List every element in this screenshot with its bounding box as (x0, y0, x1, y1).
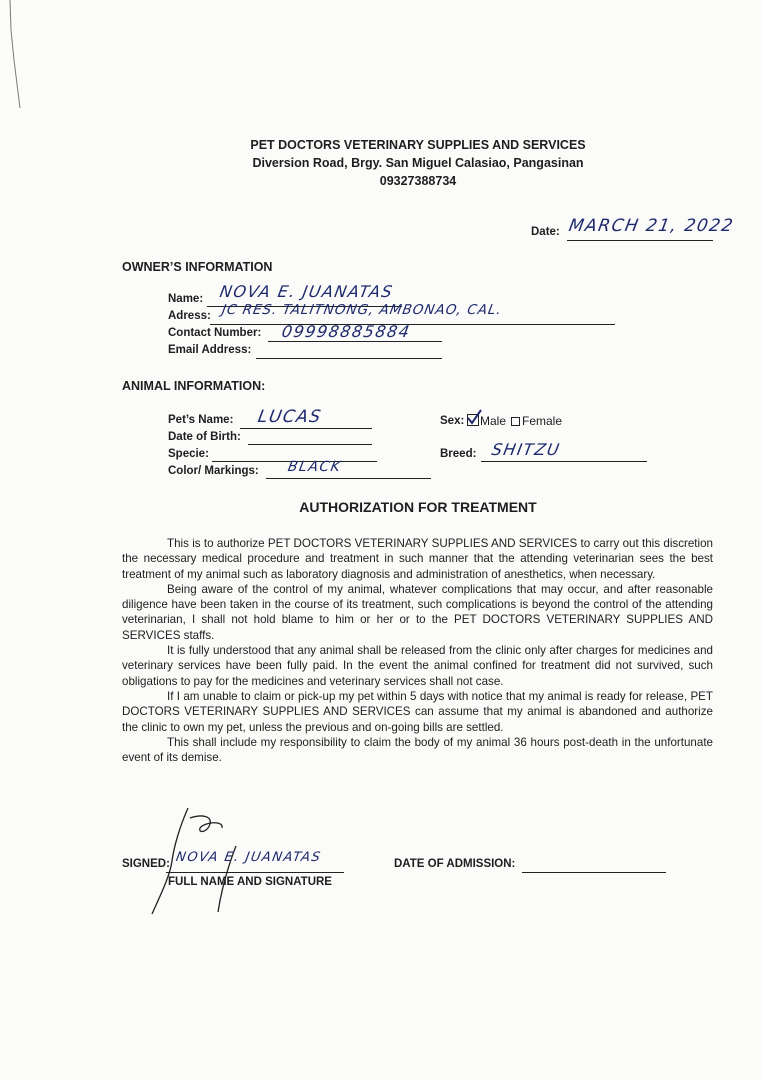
email-line (256, 358, 442, 359)
authorization-paragraph-3: It is fully understood that any animal shall be released from the clinic only after charges for medicines and veterinary services have been fully paid. In the event the animal confined for treatment did not survived, such obligations to pay for the medicines and veterinary services shall not case. (122, 644, 713, 688)
sex-female-checkbox[interactable] (511, 417, 520, 426)
sex-male-option: Male (480, 414, 507, 428)
pet-name-label: Pet’s Name: (168, 414, 234, 426)
date-line (567, 240, 713, 241)
signature-line (166, 872, 344, 873)
date-of-admission-label: DATE OF ADMISSION: (394, 858, 516, 870)
owner-address-label: Adress: (168, 310, 211, 322)
contact-number-label: Contact Number: (168, 327, 262, 339)
date-of-admission-line (522, 872, 666, 873)
sex-male-checkbox[interactable] (467, 414, 479, 426)
breed-line (481, 461, 647, 462)
dob-line (248, 444, 372, 445)
signed-label: SIGNED: (122, 858, 170, 870)
contact-number-value: 09998885884 (280, 322, 413, 341)
sex-label: Sex: (440, 415, 465, 427)
authorization-paragraph-2: Being aware of the control of my animal, whatever complications that may occur, and after reasonable diligence have been taken in the course of its treatment, such complications is beyond the control of the attending veterinarian, I shall not hold blame to him or her or to the PET DOCTORS VETERINARY SUPPLIES AND SERVICES staffs. (122, 582, 713, 642)
authorization-paragraph-1: This is to authorize PET DOCTORS VETERINARY SUPPLIES AND SERVICES to carry out this discretion the necessary medical procedure and treatment in such manner that the attending veterinarian sees the best treatment of my animal such as laboratory diagnosis and administration of anesthetics, when necessary. (122, 537, 713, 581)
signature-caption: FULL NAME AND SIGNATURE (168, 876, 332, 888)
email-label: Email Address: (168, 344, 252, 356)
dob-label: Date of Birth: (168, 431, 241, 443)
color-markings-line (266, 478, 431, 479)
contact-number-line (268, 341, 442, 342)
owner-name-label: Name: (168, 293, 204, 305)
sex-female-option: Female (522, 414, 563, 428)
authorization-title: AUTHORIZATION FOR TREATMENT (299, 499, 537, 515)
color-markings-label: Color/ Markings: (168, 465, 259, 477)
pet-name-value: LUCAS (256, 407, 324, 427)
company-phone: 09327388734 (379, 174, 457, 188)
signed-name-value: NOVA E. JUANATAS (174, 850, 323, 865)
color-markings-value: BLACK (286, 459, 343, 475)
owner-section-title: OWNER’S INFORMATION (122, 260, 273, 274)
authorization-paragraph-4: If I am unable to claim or pick-up my pet within 5 days with notice that my animal is ready for release, PET DOCTORS VETERINARY SUPPLIES AND SERVICES can assume that my animal is abandoned and authorize the clinic to own my pet, unless the previous and on-going bills are settled. (122, 689, 713, 734)
authorization-paragraph-5: This shall include my responsibility to claim the body of my animal 36 hours post-death in the unfortunate event of its demise. (122, 735, 713, 765)
breed-label: Breed: (440, 448, 477, 460)
company-name: PET DOCTORS VETERINARY SUPPLIES AND SERVICES (250, 138, 586, 152)
authorization-body (122, 536, 713, 765)
owner-name-value: NOVA E. JUANATAS (218, 282, 395, 301)
scan-edge-mark (8, 0, 22, 110)
owner-address-value: JC RES. TALITNONG, AMBONAO, CAL. (220, 302, 504, 318)
date-label: Date: (531, 226, 560, 238)
company-address: Diversion Road, Brgy. San Miguel Calasiao, Pangasinan (252, 156, 584, 170)
specie-label: Specie: (168, 448, 209, 460)
owner-address-line (210, 324, 615, 325)
breed-value: SHITZU (490, 440, 563, 459)
date-value: MARCH 21, 2022 (567, 216, 736, 236)
animal-section-title: ANIMAL INFORMATION: (122, 379, 266, 393)
pet-name-line (240, 428, 372, 429)
